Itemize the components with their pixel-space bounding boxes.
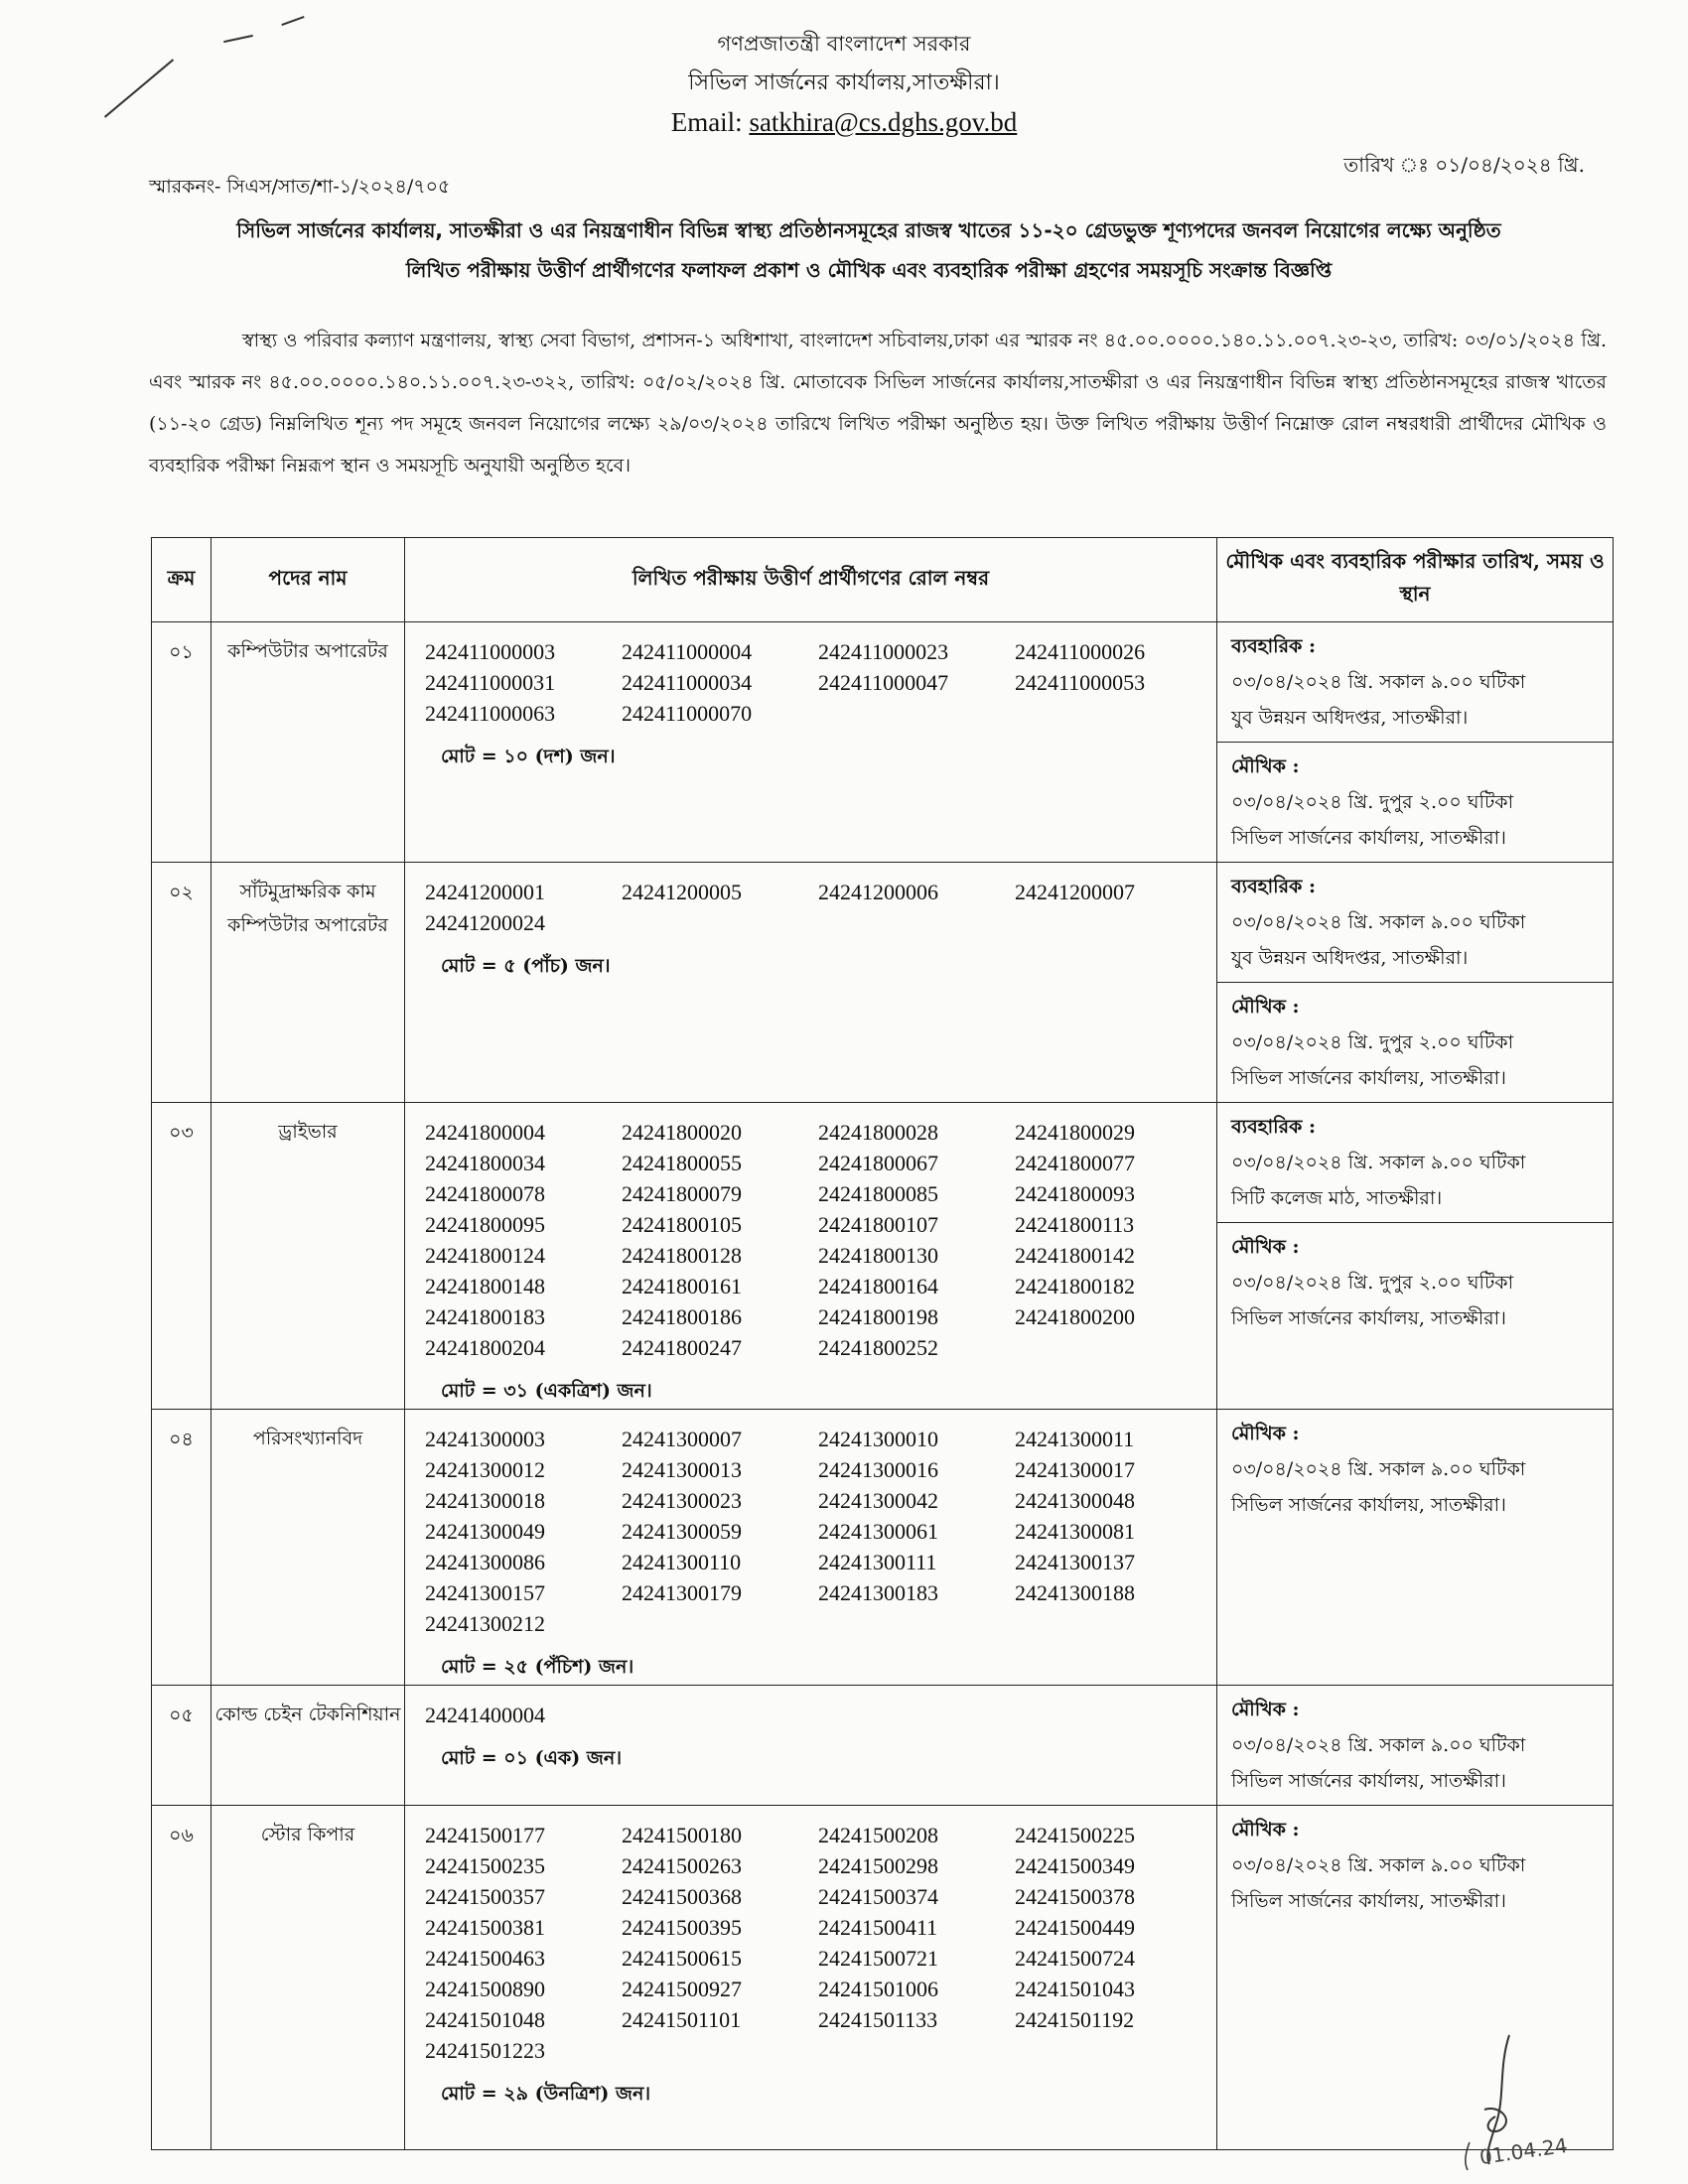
roll-numbers-cell [405,1806,1217,2150]
post-name: সাঁটমুদ্রাক্ষরিক কাম কম্পিউটার অপারেটর [211,863,405,1103]
roll-number: 24241501006 [818,1977,938,2001]
schedule-cell [1217,1103,1614,1410]
roll-number: 24241800128 [622,1243,742,1268]
roll-number: 242411000031 [425,670,556,695]
roll-number: 242411000023 [818,639,949,664]
subject-line-1: সিভিল সার্জনের কার্যালয়, সাতক্ষীরা ও এর নিয়ন্ত্রণাধীন বিভিন্ন স্বাস্থ্য প্রতিষ্ঠানসমূহের রাজস্ব খাতের ১১-২০ গ্রেডভুক্ত শূণ্যপদের জনবল নিয়োগের লক্ষ্যে অনুষ্ঠিত [236,218,1501,242]
roll-number: 24241500357 [425,1884,545,1909]
row-serial: ০১ [152,622,211,863]
roll-number: 24241800183 [425,1304,545,1329]
post-name: কম্পিউটার অপারেটর [211,622,405,863]
exam-time: ০৩/০৪/২০২৪ খ্রি. সকাল ৯.০০ ঘটিকা [1231,1734,1526,1756]
roll-number: 24241300042 [818,1488,938,1513]
table-row [152,622,1614,863]
table-body [152,622,1614,2150]
schedule-cell [1217,1686,1614,1806]
roll-number: 24241501223 [425,2038,545,2063]
roll-number: 242411000053 [1015,670,1146,695]
roll-number: 24241300081 [1015,1519,1135,1544]
results-table [151,537,1614,2150]
roll-number: 24241800182 [1015,1274,1135,1298]
roll-number: 24241800130 [818,1243,938,1268]
office-title: সিভিল সার্জনের কার্যালয়,সাতক্ষীরা। [688,70,1000,95]
roll-number: 242411000047 [818,670,949,695]
exam-time: ০৩/০৪/২০২৪ খ্রি. দুপুর ২.০০ ঘটিকা [1231,791,1514,813]
roll-number: 24241500890 [425,1977,545,2001]
memo-number: স্মারকনং- সিএস/সাত/শা-১/২০২৪/৭০৫ [149,176,451,198]
roll-number: 24241300111 [818,1550,937,1574]
exam-time: ০৩/০৪/২০২৪ খ্রি. সকাল ৯.০০ ঘটিকা [1231,1854,1526,1876]
roll-number: 24241800020 [622,1120,742,1145]
exam-type: মৌখিক : [1231,1819,1300,1841]
roll-number: 24241300003 [425,1427,545,1451]
roll-numbers-cell [405,1410,1217,1686]
roll-numbers-cell [405,863,1217,1103]
pen-mark [281,16,304,26]
roll-number: 24241800164 [818,1274,938,1298]
exam-type: ব্যবহারিক : [1231,876,1316,897]
roll-number: 24241500263 [622,1853,742,1878]
roll-number: 24241800077 [1015,1151,1135,1175]
exam-venue: সিভিল সার্জনের কার্যালয়, সাতক্ষীরা। [1231,1307,1506,1329]
roll-number: 24241800186 [622,1304,742,1329]
roll-number-grid [425,1424,1206,1639]
schedule-block [1217,983,1613,1102]
roll-number: 24241500374 [818,1884,938,1909]
roll-numbers-cell [405,1103,1217,1410]
roll-number: 24241300018 [425,1488,545,1513]
roll-number: 24241500615 [622,1946,742,1971]
roll-number: 24241800093 [1015,1181,1135,1206]
schedule-block [1217,743,1613,862]
roll-number: 24241500721 [818,1946,938,1971]
roll-number: 24241300016 [818,1457,938,1482]
roll-number: 242411000003 [425,639,556,664]
schedule-block [1217,1686,1613,1805]
exam-time: ০৩/০৪/২০২৪ খ্রি. সকাল ৯.০০ ঘটিকা [1231,671,1526,693]
exam-type: মৌখিক : [1231,1236,1300,1258]
roll-number: 24241300010 [818,1427,938,1451]
roll-number: 24241300188 [1015,1580,1135,1605]
exam-type: মৌখিক : [1231,1699,1300,1720]
roll-number-grid [425,1820,1206,2066]
roll-number: 24241800198 [818,1304,938,1329]
roll-number: 24241200006 [818,880,938,904]
roll-number: 24241501101 [622,2007,742,2032]
table-row [152,1686,1614,1806]
roll-number: 24241200005 [622,880,742,904]
exam-type: মৌখিক : [1231,755,1300,777]
schedule-block [1217,1103,1613,1223]
roll-number: 24241800028 [818,1120,938,1145]
exam-time: ০৩/০৪/২০২৪ খ্রি. দুপুর ২.০০ ঘটিকা [1231,1272,1514,1294]
row-serial: ০৫ [152,1686,211,1806]
roll-number: 24241800148 [425,1274,545,1298]
header-post: পদের নাম [211,538,405,622]
table-row [152,1103,1614,1410]
roll-number: 24241800124 [425,1243,545,1268]
svg-text:01.04.24: 01.04.24 [1477,2132,1570,2170]
post-name: স্টোর কিপার [211,1806,405,2150]
header-serial: ক্রম [152,538,211,622]
exam-type: মৌখিক : [1231,996,1300,1018]
header-rolls: লিখিত পরীক্ষায় উত্তীর্ণ প্রার্থীগণের রোল নম্বর [405,538,1217,622]
roll-number: 24241500927 [622,1977,742,2001]
roll-number: 24241300179 [622,1580,742,1605]
roll-number: 24241501048 [425,2007,545,2032]
government-title: গণপ্রজাতন্ত্রী বাংলাদেশ সরকার [717,32,971,56]
table-row [152,1806,1614,2150]
schedule-cell [1217,863,1614,1103]
post-name: পরিসংখ্যানবিদ [211,1410,405,1686]
roll-number: 24241500177 [425,1823,545,1847]
roll-number: 24241800252 [818,1335,938,1360]
roll-number: 24241300013 [622,1457,742,1482]
schedule-cell [1217,1410,1614,1686]
roll-number: 24241200024 [425,910,545,935]
roll-number-grid [425,1700,1206,1730]
roll-number: 24241500411 [818,1915,938,1940]
schedule-block [1217,1223,1613,1342]
roll-number: 24241800247 [622,1335,742,1360]
roll-number: 24241800105 [622,1212,742,1237]
roll-number: 24241500368 [622,1884,742,1909]
roll-number: 24241800029 [1015,1120,1135,1145]
candidate-total: মোট = ১০ (দশ) জন। [441,746,616,767]
post-name: ড্রাইভার [211,1103,405,1410]
row-serial: ০২ [152,863,211,1103]
roll-number: 24241500235 [425,1853,545,1878]
row-serial: ০৪ [152,1410,211,1686]
roll-number: 24241800085 [818,1181,938,1206]
roll-number: 24241500180 [622,1823,742,1847]
roll-number: 24241800113 [1015,1212,1135,1237]
roll-number-grid [425,1117,1206,1363]
candidate-total: মোট = ৩১ (একত্রিশ) জন। [441,1380,652,1402]
exam-time: ০৩/০৪/২০২৪ খ্রি. সকাল ৯.০০ ঘটিকা [1231,1152,1526,1173]
roll-numbers-cell [405,622,1217,863]
roll-number: 24241300048 [1015,1488,1135,1513]
roll-number: 24241500381 [425,1915,545,1940]
roll-number: 24241300212 [425,1611,545,1636]
roll-number: 24241500724 [1015,1946,1135,1971]
email-line [0,107,1688,138]
roll-number: 242411000063 [425,701,556,726]
exam-venue: সিভিল সার্জনের কার্যালয়, সাতক্ষীরা। [1231,1770,1506,1792]
roll-number: 24241800107 [818,1212,938,1237]
candidate-total: মোট = ২৯ (উনত্রিশ) জন। [441,2083,651,2105]
roll-number: 24241200001 [425,880,545,904]
roll-number: 24241500449 [1015,1915,1135,1940]
roll-number: 24241800078 [425,1181,545,1206]
roll-number: 24241500298 [818,1853,938,1878]
roll-number: 24241501192 [1015,2007,1135,2032]
roll-number: 24241300157 [425,1580,545,1605]
roll-number: 24241800055 [622,1151,742,1175]
candidate-total: মোট = ৫ (পাঁচ) জন। [441,955,611,977]
roll-number: 24241501043 [1015,1977,1135,2001]
schedule-block [1217,622,1613,743]
exam-type: ব্যবহারিক : [1231,1116,1316,1138]
roll-number: 24241800142 [1015,1243,1135,1268]
exam-venue: সিভিল সার্জনের কার্যালয়, সাতক্ষীরা। [1231,827,1506,849]
exam-venue: সিটি কলেজ মাঠ, সাতক্ষীরা। [1231,1187,1443,1209]
roll-number: 24241300017 [1015,1457,1135,1482]
roll-number: 24241200007 [1015,880,1135,904]
roll-number: 24241400004 [425,1703,545,1727]
roll-number-grid [425,877,1206,938]
candidate-total: মোট = ০১ (এক) জন। [441,1747,623,1769]
roll-number: 24241500463 [425,1946,545,1971]
roll-number: 242411000070 [622,701,753,726]
roll-number-grid [425,636,1206,729]
roll-number: 24241300007 [622,1427,742,1451]
roll-number: 24241800067 [818,1151,938,1175]
roll-number: 242411000004 [622,639,753,664]
roll-number: 24241300012 [425,1457,545,1482]
exam-time: ০৩/০৪/২০২৪ খ্রি. দুপুর ২.০০ ঘটিকা [1231,1031,1514,1053]
roll-number: 242411000026 [1015,639,1146,664]
email-label: Email: [670,107,743,137]
notice-body: স্বাস্থ্য ও পরিবার কল্যাণ মন্ত্রণালয়, স্বাস্থ্য সেবা বিভাগ, প্রশাসন-১ অধিশাখা, বাংলাদেশ সচিবালয়,ঢাকা এর স্মারক নং ৪৫.০০.০০০০.১৪০.১১.০০৭.২৩-২৩, তারিখ: ০৩/০১/২০২৪ খ্রি. এবং স্মারক নং ৪৫.০০.০০০০.১৪০.১১.০০৭.২৩-৩২২, তারিখ: ০৫/০২/২০২৪ খ্রি. মোতাবেক সিভিল সার্জনের কার্যালয়,সাতক্ষীরা ও এর নিয়ন্ত্রণাধীন বিভিন্ন স্বাস্থ্য প্রতিষ্ঠানসমূহের রাজস্ব খাতের (১১-২০ গ্রেড) নিম্নলিখিত শূন্য পদ সমূহে জনবল নিয়োগের লক্ষ্যে ২৯/০৩/২০২৪ তারিখে লিখিত পরীক্ষা অনুষ্ঠিত হয়। উক্ত লিখিত পরীক্ষায় উত্তীর্ণ নিম্নোক্ত রোল নম্বরধারী প্রার্থীদের মৌখিক ও ব্যবহারিক পরীক্ষা নিম্নরূপ স্থান ও সময়সূচি অনুযায়ী অনুষ্ঠিত হবে। [149,330,1607,477]
roll-number: 24241800095 [425,1212,545,1237]
exam-venue: যুব উন্নয়ন অধিদপ্তর, সাতক্ষীরা। [1231,707,1469,729]
notice-subject [149,210,1589,290]
schedule-block [1217,1410,1613,1529]
roll-number: 242411000034 [622,670,753,695]
roll-number: 24241500349 [1015,1853,1135,1878]
header-schedule: মৌখিক এবং ব্যবহারিক পরীক্ষার তারিখ, সময় ও স্থান [1217,538,1614,622]
roll-number: 24241300086 [425,1550,545,1574]
roll-number: 24241800204 [425,1335,545,1360]
row-serial: ০৬ [152,1806,211,2150]
signature-image [1430,2025,1599,2174]
table-header-row [152,538,1614,622]
roll-number: 24241800034 [425,1151,545,1175]
roll-number: 24241500378 [1015,1884,1135,1909]
exam-time: ০৩/০৪/২০২৪ খ্রি. সকাল ৯.০০ ঘটিকা [1231,911,1526,933]
roll-number: 24241300023 [622,1488,742,1513]
exam-venue: যুব উন্নয়ন অধিদপ্তর, সাতক্ষীরা। [1231,947,1469,969]
exam-venue: সিভিল সার্জনের কার্যালয়, সাতক্ষীরা। [1231,1890,1506,1912]
table-row [152,863,1614,1103]
roll-number: 24241300137 [1015,1550,1135,1574]
email-link[interactable]: satkhira@cs.dghs.gov.bd [749,107,1018,137]
candidate-total: মোট = ২৫ (পঁচিশ) জন। [441,1656,634,1678]
exam-venue: সিভিল সার্জনের কার্যালয়, সাতক্ষীরা। [1231,1067,1506,1089]
roll-number: 24241500395 [622,1915,742,1940]
roll-number: 24241501133 [818,2007,938,2032]
roll-number: 24241800004 [425,1120,545,1145]
exam-time: ০৩/০৪/২০২৪ খ্রি. সকাল ৯.০০ ঘটিকা [1231,1458,1526,1480]
row-serial: ০৩ [152,1103,211,1410]
notice-date: তারিখ ঃ ০১/০৪/২০২৪ খ্রি. [1343,153,1585,177]
roll-number: 24241500225 [1015,1823,1135,1847]
table-row [152,1410,1614,1686]
roll-number: 24241300049 [425,1519,545,1544]
exam-venue: সিভিল সার্জনের কার্যালয়, সাতক্ষীরা। [1231,1494,1506,1516]
post-name: কোল্ড চেইন টেকনিশিয়ান [211,1686,405,1806]
roll-number: 24241300011 [1015,1427,1135,1451]
roll-number: 24241300183 [818,1580,938,1605]
exam-type: ব্যবহারিক : [1231,635,1316,657]
schedule-cell [1217,622,1614,863]
schedule-block [1217,1806,1613,1925]
roll-number: 24241800079 [622,1181,742,1206]
roll-numbers-cell [405,1686,1217,1806]
roll-number: 24241300061 [818,1519,938,1544]
roll-number: 24241800161 [622,1274,742,1298]
roll-number: 24241300059 [622,1519,742,1544]
roll-number: 24241300110 [622,1550,742,1574]
subject-line-2: লিখিত পরীক্ষায় উত্তীর্ণ প্রার্থীগণের ফলাফল প্রকাশ ও মৌখিক এবং ব্যবহারিক পরীক্ষা গ্রহণের সময়সূচি সংক্রান্ত বিজ্ঞপ্তি [405,258,1333,282]
roll-number: 24241500208 [818,1823,938,1847]
schedule-block [1217,863,1613,983]
exam-type: মৌখিক : [1231,1423,1300,1444]
roll-number: 24241800200 [1015,1304,1135,1329]
